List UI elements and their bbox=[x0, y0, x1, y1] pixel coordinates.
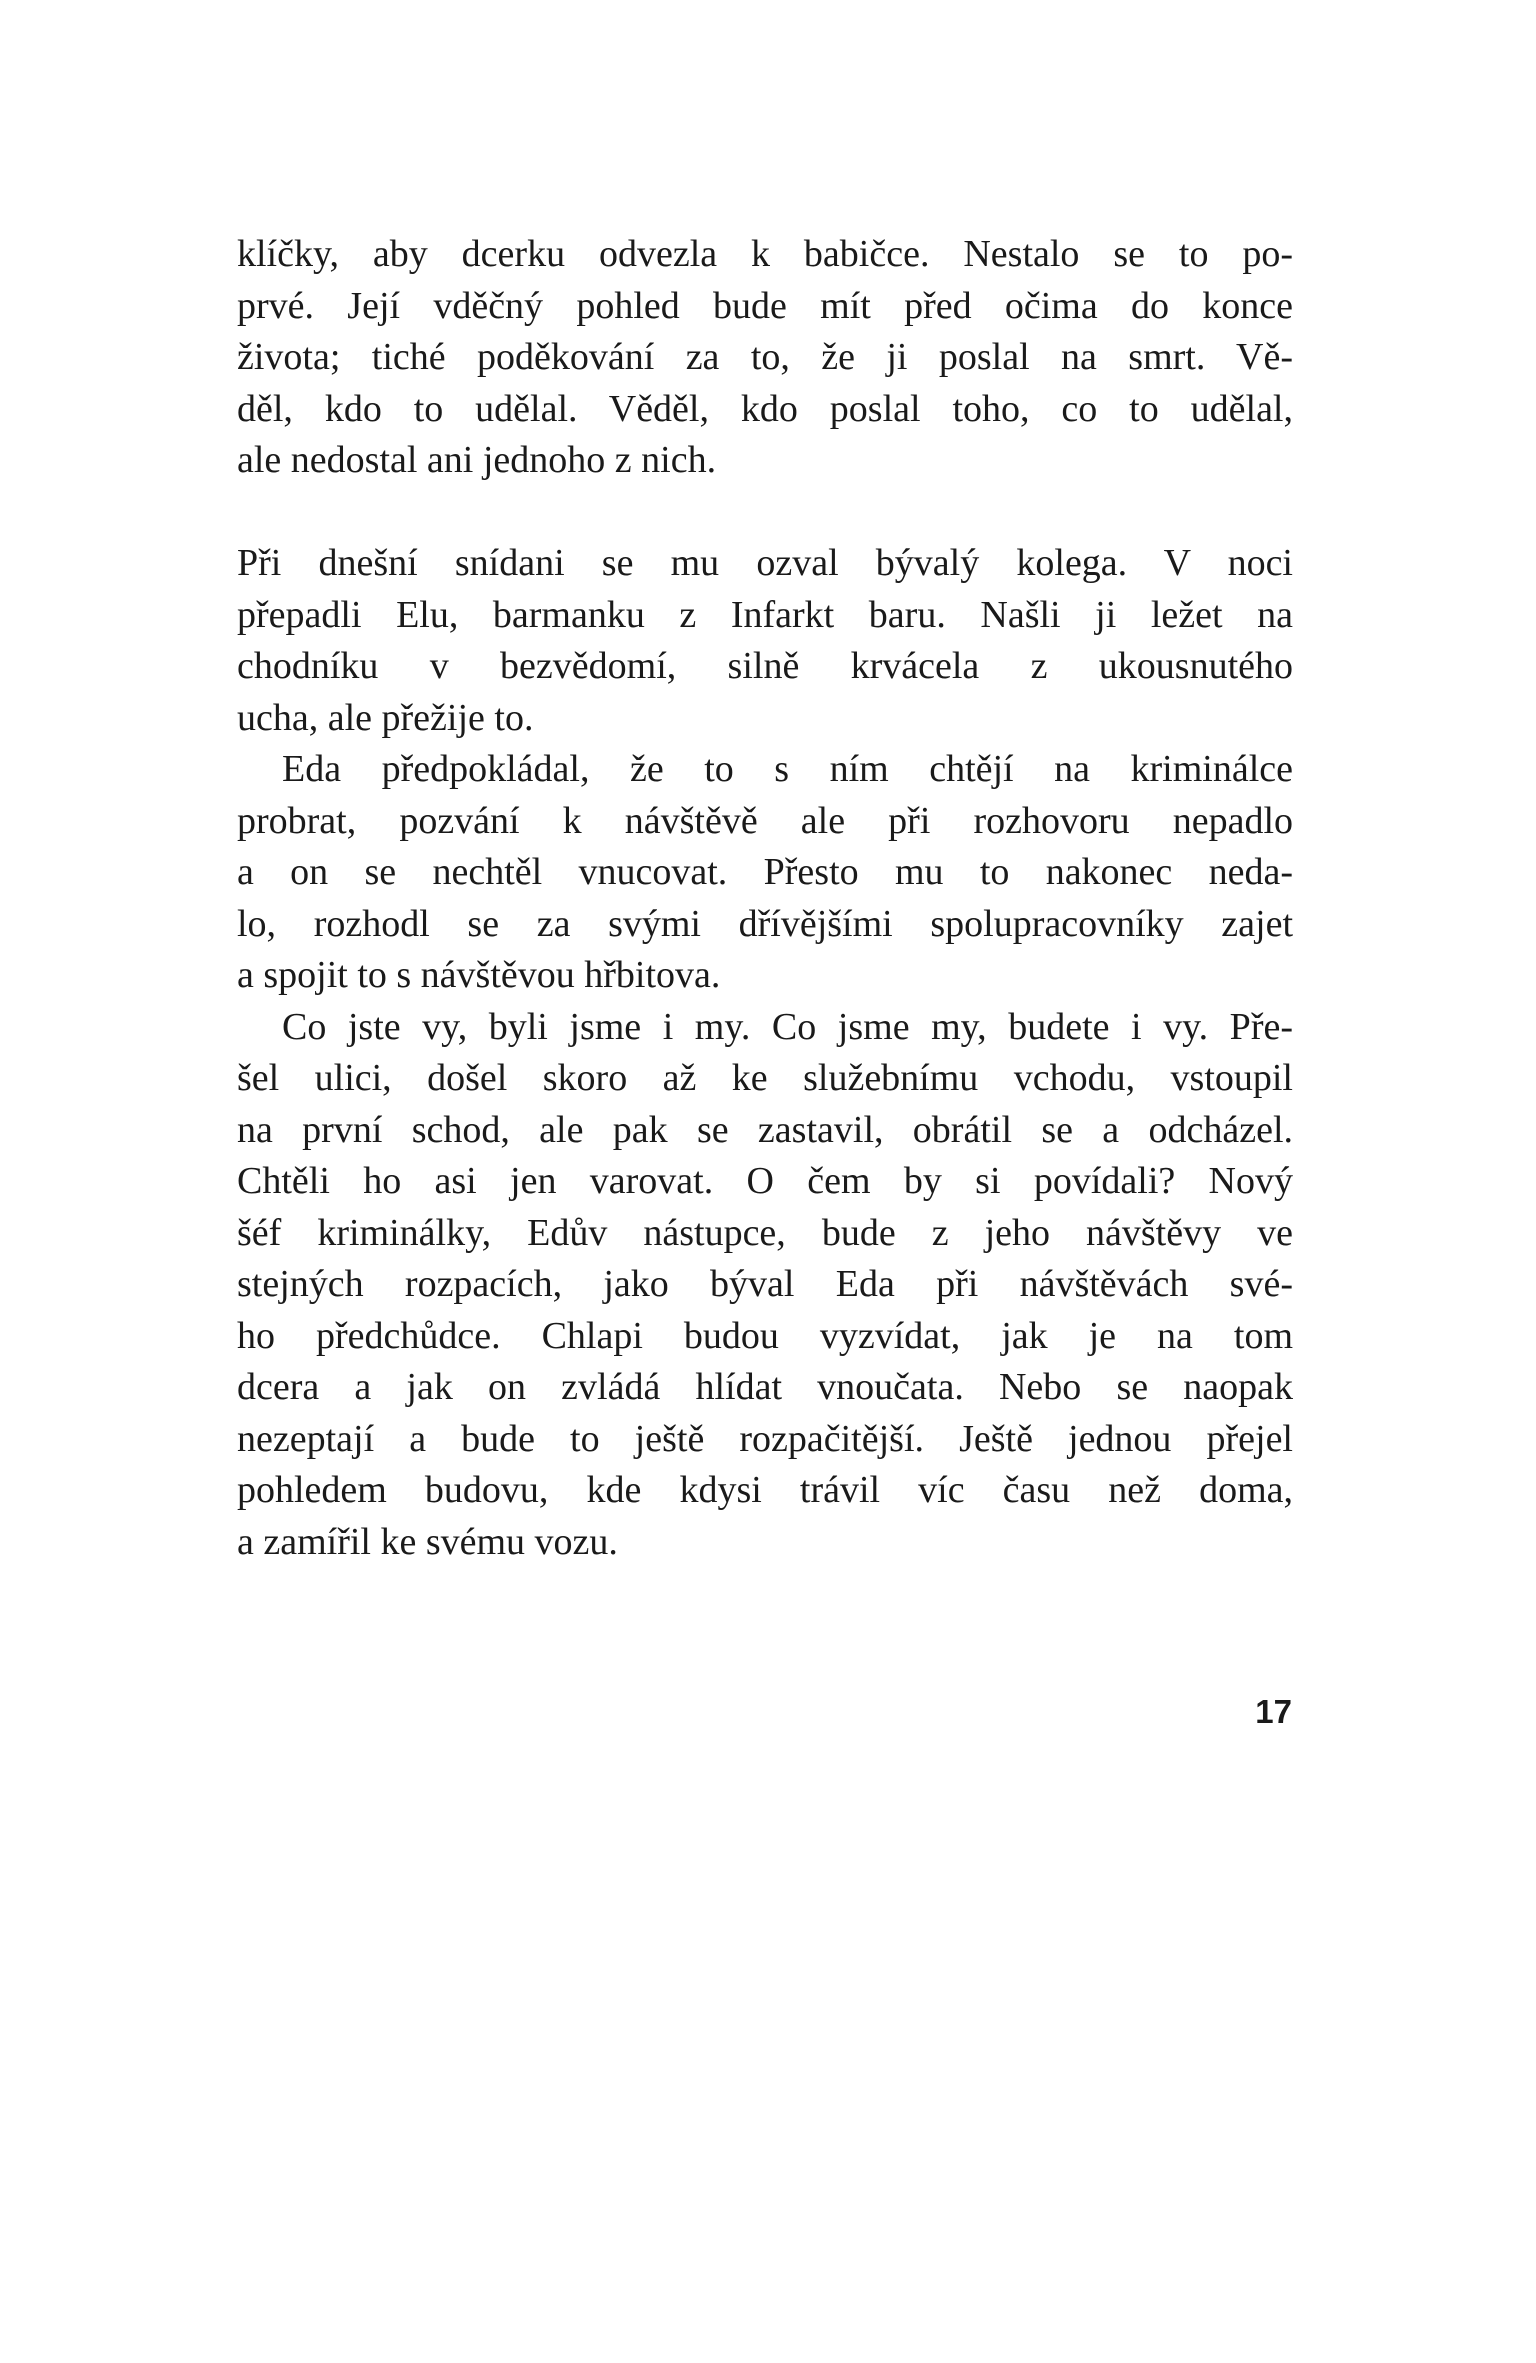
text-line: na první schod, ale pak se zastavil, obrátil se a odcházel. bbox=[237, 1108, 1293, 1151]
text-line: a zamířil ke svému vozu. bbox=[237, 1520, 618, 1563]
text-line: Co jste vy, byli jsme i my. Co jsme my, budete i vy. Pře- bbox=[282, 1005, 1293, 1048]
text-line: Chtěli ho asi jen varovat. O čem by si povídali? Nový bbox=[237, 1160, 1293, 1202]
text-line: pohledem budovu, kde kdysi trávil víc času než doma, bbox=[237, 1469, 1293, 1511]
paragraph bbox=[237, 744, 1293, 1002]
text-line: šel ulici, došel skoro až ke služebnímu vchodu, vstoupil bbox=[237, 1057, 1293, 1099]
text-line: ucha, ale přežije to. bbox=[237, 696, 534, 739]
text-line: nezeptají a bude to ještě rozpačitější. Ještě jednou přejel bbox=[237, 1417, 1293, 1460]
paragraph-gap bbox=[237, 487, 1293, 539]
text-line: chodníku v bezvědomí, silně krvácela z ukousnutého bbox=[237, 645, 1293, 687]
text-line: ale nedostal ani jednoho z nich. bbox=[237, 439, 717, 481]
text-line: probrat, pozvání k návštěvě ale při rozhovoru nepadlo bbox=[237, 799, 1293, 842]
text-line: života; tiché poděkování za to, že ji poslal na smrt. Vě- bbox=[237, 336, 1293, 378]
body-text bbox=[237, 229, 1293, 1568]
text-line: šéf kriminálky, Edův nástupce, bude z jeho návštěvy ve bbox=[237, 1211, 1293, 1254]
text-line: a on se nechtěl vnucovat. Přesto mu to nakonec neda- bbox=[237, 851, 1293, 893]
text-line: Při dnešní snídani se mu ozval bývalý kolega. V noci bbox=[237, 542, 1293, 584]
paragraph bbox=[237, 538, 1293, 744]
page-number: 17 bbox=[1255, 1693, 1292, 1730]
paragraph bbox=[237, 229, 1293, 487]
text-line: stejných rozpacích, jako býval Eda při návštěvách své- bbox=[237, 1263, 1293, 1305]
text-line: Eda předpokládal, že to s ním chtějí na kriminálce bbox=[282, 748, 1293, 790]
text-line: dcera a jak on zvládá hlídat vnoučata. Nebo se naopak bbox=[237, 1366, 1293, 1408]
text-line: ho předchůdce. Chlapi budou vyzvídat, jak je na tom bbox=[237, 1314, 1293, 1357]
text-line: a spojit to s návštěvou hřbitova. bbox=[237, 954, 721, 996]
text-line: klíčky, aby dcerku odvezla k babičce. Nestalo se to po- bbox=[237, 233, 1293, 275]
text-line: děl, kdo to udělal. Věděl, kdo poslal toho, co to udělal, bbox=[237, 387, 1293, 430]
text-line: lo, rozhodl se za svými dřívějšími spolupracovníky zajet bbox=[237, 902, 1293, 945]
paragraph bbox=[237, 1002, 1293, 1569]
text-line: přepadli Elu, barmanku z Infarkt baru. Našli ji ležet na bbox=[237, 593, 1293, 636]
text-line: prvé. Její vděčný pohled bude mít před očima do konce bbox=[237, 284, 1293, 327]
